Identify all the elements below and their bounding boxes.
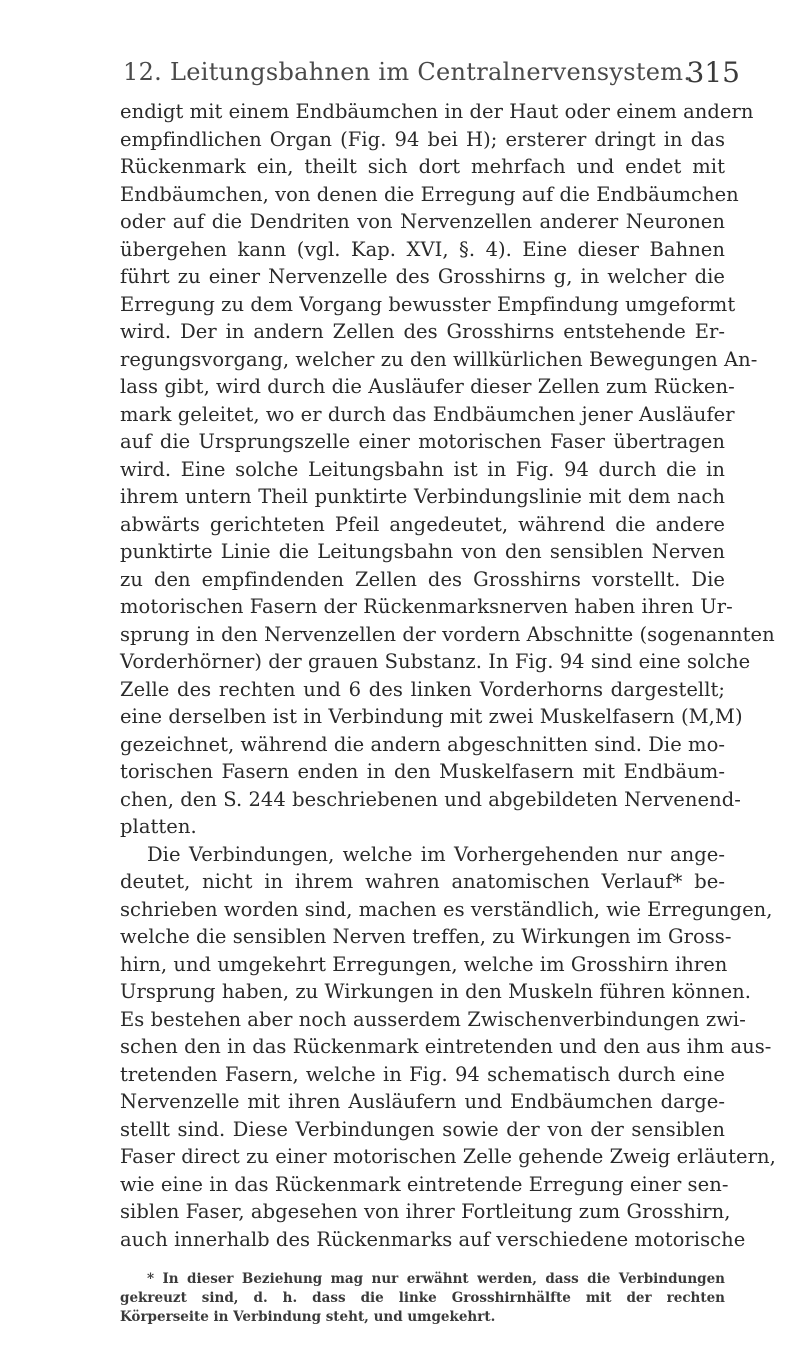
text-line: schen den in das Rückenmark eintretenden und den aus ihm aus-	[120, 1035, 772, 1058]
text-line-paragraph-end: platten.	[120, 815, 197, 838]
text-line: hirn, und umgekehrt Erregungen, welche im Grosshirn ihren	[120, 952, 728, 976]
footnote	[120, 1270, 725, 1327]
text-line: Endbäumchen, von denen die Erregung auf die Endbäumchen	[120, 182, 739, 206]
text-line: Vorderhörner) der grauen Substanz. In Fig. 94 sind eine solche	[120, 650, 751, 673]
text-line: Rückenmark ein, theilt sich dort mehrfach und endet mit	[120, 155, 725, 178]
text-line: regungsvorgang, welcher zu den willkürlichen Bewegungen An-	[120, 347, 758, 371]
text-line: chen, den S. 244 beschriebenen und abgebildeten Nervenend-	[120, 787, 741, 811]
text-line: abwärts gerichteten Pfeil angedeutet, während die andere	[120, 512, 725, 536]
text-line: Zelle des rechten und 6 des linken Vorderhorns dargestellt;	[120, 677, 725, 701]
running-header	[0, 58, 800, 98]
text-line: wird. Der in andern Zellen des Grosshirns entstehende Er-	[120, 320, 725, 343]
text-line: welche die sensiblen Nerven treffen, zu Wirkungen im Gross-	[120, 925, 732, 948]
footnote-line: Körperseite in Verbindung steht, und umgekehrt.	[120, 1309, 496, 1325]
footnote-line: gekreuzt sind, d. h. dass die linke Grosshirnhälfte mit der rechten	[120, 1290, 725, 1306]
text-line: wie eine in das Rückenmark eintretende Erregung einer sen-	[120, 1172, 729, 1196]
text-line-paragraph-start: Die Verbindungen, welche im Vorhergehenden nur ange-	[147, 842, 725, 866]
running-title: 12. Leitungsbahnen im Centralnervensystem.	[123, 58, 692, 86]
text-line: auch innerhalb des Rückenmarks auf verschiedene motorische	[120, 1227, 746, 1251]
text-line: deutet, nicht in ihrem wahren anatomischen Verlauf* be-	[120, 870, 725, 893]
text-line: empfindlichen Organ (Fig. 94 bei H); ersterer dringt in das	[120, 127, 725, 151]
body-text	[120, 98, 776, 1253]
text-line: motorischen Fasern der Rückenmarksnerven haben ihren Ur-	[120, 595, 733, 618]
text-line: oder auf die Dendriten von Nervenzellen anderer Neuronen	[120, 210, 725, 233]
text-line: lass gibt, wird durch die Ausläufer dieser Zellen zum Rücken-	[120, 375, 735, 398]
text-line: schrieben worden sind, machen es verständlich, wie Erregungen,	[120, 897, 773, 921]
text-line: führt zu einer Nervenzelle des Grosshirns g, in welcher die	[120, 265, 725, 288]
text-line: torischen Fasern enden in den Muskelfasern mit Endbäum-	[120, 760, 725, 783]
text-line: tretenden Fasern, welche in Fig. 94 schematisch durch eine	[120, 1062, 725, 1086]
text-line: sprung in den Nervenzellen der vordern Abschnitte (sogenannten	[120, 622, 775, 646]
text-line: eine derselben ist in Verbindung mit zwei Muskelfasern (M,M)	[120, 705, 743, 728]
text-line: siblen Faser, abgesehen von ihrer Fortleitung zum Grosshirn,	[120, 1200, 731, 1223]
text-line: Faser direct zu einer motorischen Zelle gehende Zweig erläutern,	[120, 1145, 776, 1168]
text-line: wird. Eine solche Leitungsbahn ist in Fig. 94 durch die in	[120, 457, 725, 481]
text-line: stellt sind. Diese Verbindungen sowie der von der sensiblen	[120, 1117, 725, 1141]
footnote-line: * In dieser Beziehung mag nur erwähnt werden, dass die Verbindungen	[147, 1271, 725, 1287]
text-line: endigt mit einem Endbäumchen in der Haut oder einem andern	[120, 100, 754, 123]
text-line: Es bestehen aber noch ausserdem Zwischenverbindungen zwi-	[120, 1007, 746, 1031]
text-line: zu den empfindenden Zellen des Grosshirns vorstellt. Die	[120, 567, 725, 591]
text-line: übergehen kann (vgl. Kap. XVI, §. 4). Eine dieser Bahnen	[120, 237, 725, 261]
page-number: 315	[686, 56, 740, 89]
text-line: Erregung zu dem Vorgang bewusster Empfindung umgeformt	[120, 292, 736, 316]
text-line: Ursprung haben, zu Wirkungen in den Muskeln führen können.	[120, 980, 752, 1003]
text-line: gezeichnet, während die andern abgeschnitten sind. Die mo-	[120, 732, 725, 756]
text-line: ihrem untern Theil punktirte Verbindungslinie mit dem nach	[120, 485, 725, 508]
text-line: Nervenzelle mit ihren Ausläufern und Endbäumchen darge-	[120, 1090, 725, 1113]
text-line: mark geleitet, wo er durch das Endbäumchen jener Ausläufer	[120, 402, 735, 426]
text-line: punktirte Linie die Leitungsbahn von den sensiblen Nerven	[120, 540, 725, 563]
text-line: auf die Ursprungszelle einer motorischen Faser übertragen	[120, 430, 725, 453]
